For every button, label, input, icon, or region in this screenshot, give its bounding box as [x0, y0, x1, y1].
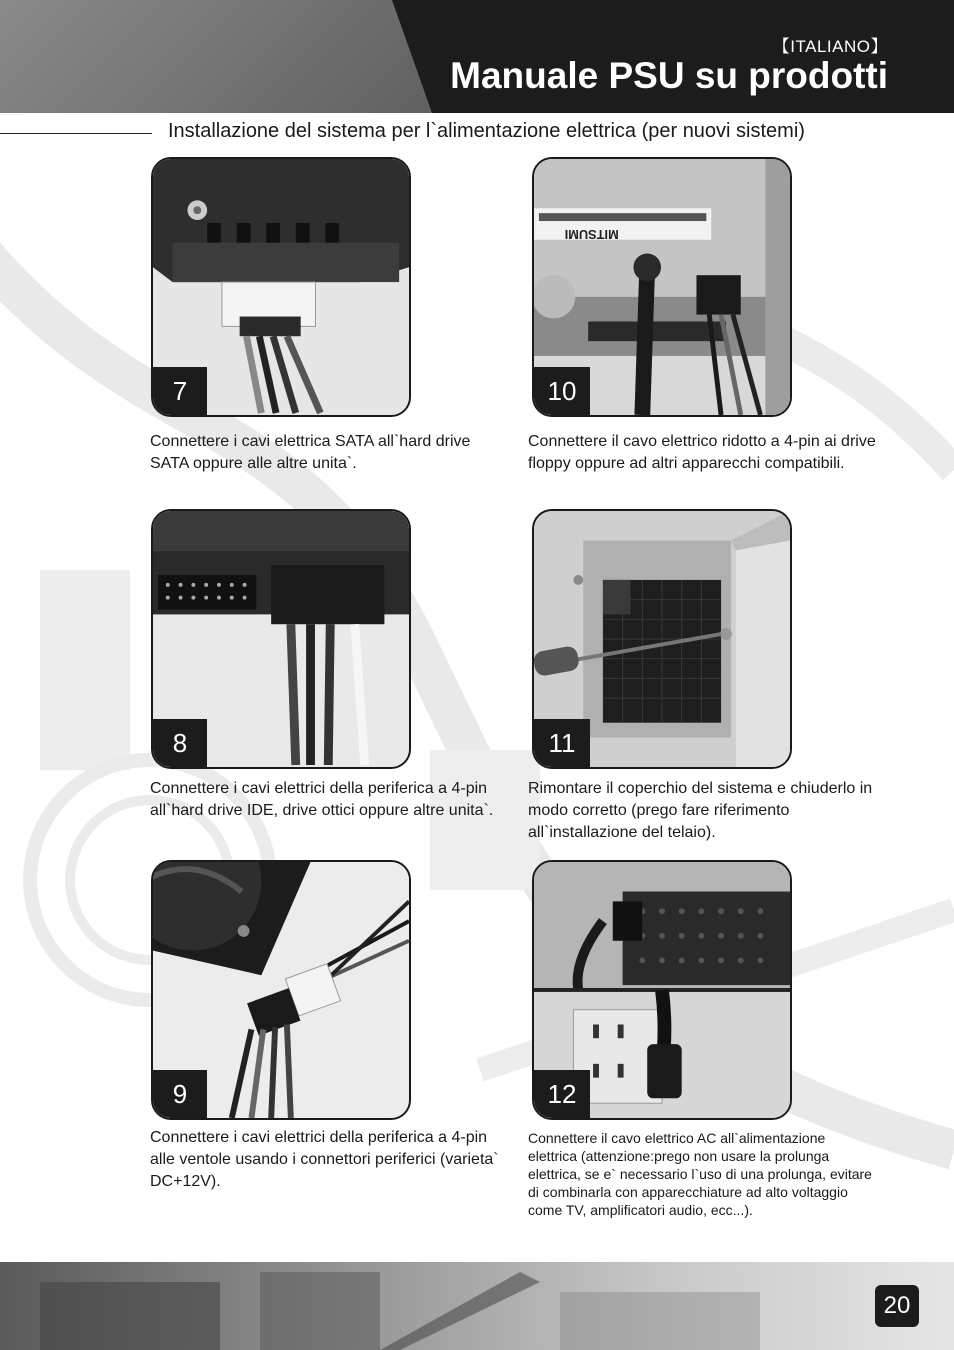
- step-11-caption: Rimontare il coperchio del sistema e chiuderlo in modo corretto (prego fare riferimento all`installazione del telaio).: [528, 780, 873, 841]
- footer-illustration: [0, 1262, 954, 1350]
- step-7-caption: Connettere i cavi elettrica SATA all`hard drive SATA oppure alle altre unita`.: [150, 433, 471, 472]
- language-label: 【ITALIANO】: [772, 37, 888, 56]
- step-number: 11: [534, 719, 590, 767]
- drive-brand-label: MITSUMI: [564, 226, 619, 242]
- step-8-photo: [151, 509, 411, 769]
- step-number: 12: [534, 1070, 590, 1118]
- background-illustration: [0, 150, 954, 1250]
- header-gray-band: [0, 0, 460, 113]
- step-10-caption: Connettere il cavo elettrico ridotto a 4-pin ai drive floppy oppure ad altri apparecchi compatibili.: [528, 433, 876, 472]
- step-number: 10: [534, 367, 590, 415]
- section-title: Installazione del sistema per l`alimentazione elettrica (per nuovi sistemi): [168, 120, 805, 142]
- page-title: Manuale PSU su prodotti: [450, 55, 888, 96]
- step-9-caption: Connettere i cavi elettrici della periferica a 4-pin alle ventole usando i connettori periferici (varieta` DC+12V).: [150, 1129, 499, 1190]
- step-11-photo: [532, 509, 792, 769]
- step-number: 7: [153, 367, 207, 415]
- step-number: 8: [153, 719, 207, 767]
- step-12-caption: Connettere il cavo elettrico AC all`alimentazione elettrica (attenzione:prego non usare la prolunga elettrica, se e` necessario l`uso di una prolunga, evitare di combinarla con apparecchiature ad alto voltaggio come TV, amplificatori audio, ecc...).: [528, 1130, 872, 1218]
- footer-band: [0, 1262, 954, 1350]
- step-12-photo: [532, 860, 792, 1120]
- step-9-photo: [151, 860, 411, 1120]
- step-7-photo: [151, 157, 411, 417]
- step-number: 9: [153, 1070, 207, 1118]
- step-8-caption: Connettere i cavi elettrici della periferica a 4-pin all`hard drive IDE, drive ottici oppure altre unita`.: [150, 780, 494, 819]
- section-rule: [0, 133, 152, 134]
- page-number: 20: [875, 1285, 919, 1327]
- step-10-photo: [532, 157, 792, 417]
